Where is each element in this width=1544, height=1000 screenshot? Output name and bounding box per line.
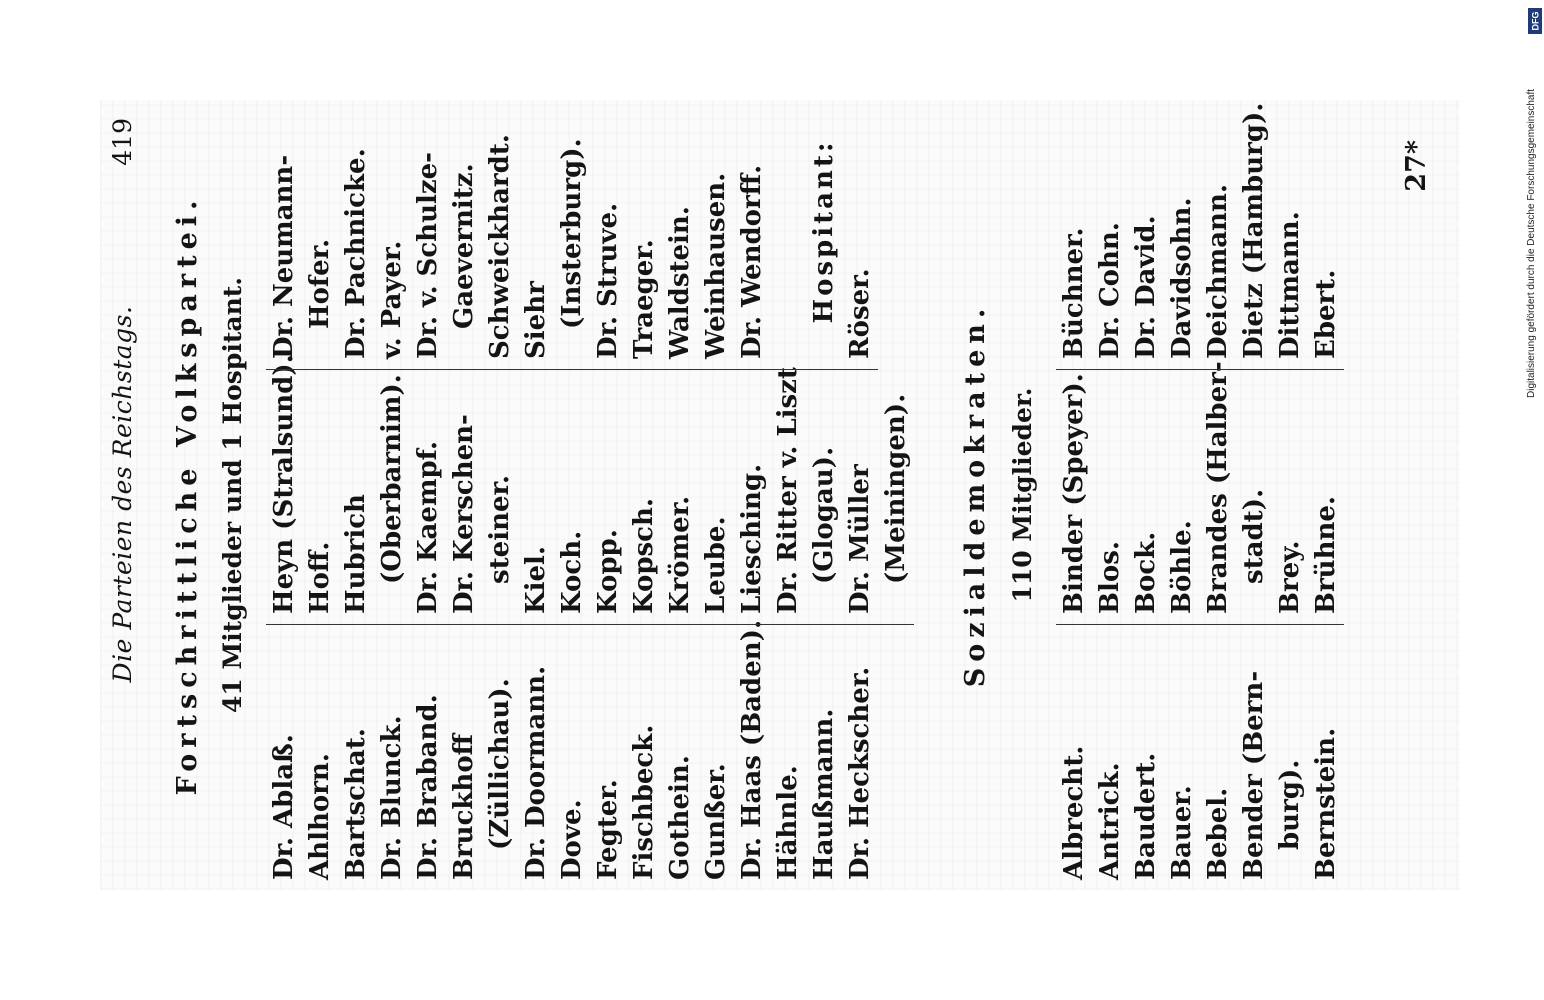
rotated-book-page — [100, 100, 1460, 890]
member-name: Leube. — [701, 516, 731, 614]
member-name: Dr. David. — [1131, 215, 1161, 359]
member-name: Brühne. — [1311, 496, 1341, 614]
page-number: 419 — [108, 118, 137, 166]
section-subtitle-members: 41 Mitglieder und 1 Hospitant. — [218, 277, 247, 714]
member-column-1 — [1056, 625, 1344, 880]
member-name: Dr. Müller — [845, 464, 875, 614]
dfg-logo-text: DFG — [1530, 11, 1540, 31]
member-name: Büchner. — [1059, 227, 1089, 359]
member-name: Böhle. — [1167, 520, 1197, 614]
member-name: Albrecht. — [1059, 745, 1089, 880]
member-name: Dr. Wendorff. — [737, 164, 767, 359]
section-title-sozialdemokraten: Sozialdemokraten. — [960, 302, 991, 688]
member-column-2 — [266, 354, 914, 625]
member-name: v. Payer. — [377, 240, 407, 359]
member-name: Gunßer. — [701, 763, 731, 880]
member-name: Dietz (Hamburg). — [1239, 102, 1269, 359]
member-name: Dr. Heckscher. — [845, 666, 875, 880]
member-name: steiner. — [485, 475, 515, 584]
member-name: Kiel. — [521, 546, 551, 614]
member-name: (Meiningen). — [881, 393, 911, 584]
member-name: Dove. — [557, 799, 587, 880]
member-name: Bender (Bern- — [1239, 670, 1269, 880]
member-name: Hofer. — [305, 239, 335, 329]
member-name: Koch. — [557, 530, 587, 614]
member-name: Bock. — [1131, 531, 1161, 614]
member-name: Heyn (Stralsund). — [269, 354, 299, 614]
dfg-watermark — [1525, 6, 1539, 398]
member-name: Dr. Doormann. — [521, 665, 551, 880]
member-name: Kopp. — [593, 529, 623, 614]
member-name: Davidsohn. — [1167, 197, 1197, 359]
signature-mark: 27* — [1401, 140, 1432, 192]
member-name: Hähnle. — [773, 765, 803, 880]
member-name: Dr. Kerschen- — [449, 414, 479, 614]
member-name: Bruckhoff — [449, 733, 479, 880]
member-name: Gothein. — [665, 755, 695, 880]
member-name: (Oberbarnim). — [377, 374, 407, 584]
member-name: Bartschat. — [341, 728, 371, 880]
member-name: Röser. — [845, 268, 875, 359]
member-name: Dr. Ritter v. Liszt — [773, 367, 803, 614]
member-column-3 — [266, 104, 878, 370]
member-name: Deichmann. — [1203, 184, 1233, 359]
member-name: Dr. Ablaß. — [269, 734, 299, 880]
member-name: Dr. Blunck. — [377, 715, 407, 880]
member-name: Baudert. — [1131, 752, 1161, 880]
member-name: Hospitant: — [809, 139, 839, 324]
member-name: Fischbeck. — [629, 724, 659, 880]
member-name: Hubrich — [341, 494, 371, 614]
member-name: Traeger. — [629, 239, 659, 359]
member-name: Dr. Haas (Baden). — [737, 619, 767, 880]
member-name: stadt). — [1239, 488, 1269, 584]
member-name: Dr. v. Schulze- — [413, 152, 443, 359]
member-name: burg). — [1275, 759, 1305, 850]
member-name: Waldstein. — [665, 206, 695, 359]
member-name: Bauer. — [1167, 785, 1197, 880]
member-name: (Glogau). — [809, 446, 839, 584]
member-name: Hoff. — [305, 541, 335, 614]
member-column-2 — [1056, 361, 1344, 625]
member-name: Ahlhorn. — [305, 753, 335, 880]
member-column-3 — [1056, 104, 1344, 370]
member-name: Blos. — [1095, 541, 1125, 614]
member-name: Dr. Struve. — [593, 202, 623, 359]
member-name: Haußmann. — [809, 708, 839, 880]
member-column-1 — [266, 619, 878, 880]
member-name: Dr. Braband. — [413, 694, 443, 880]
member-name: (Züllichau). — [485, 678, 515, 850]
member-name: Binder (Speyer). — [1059, 373, 1089, 614]
member-name: Dr. Kaempf. — [413, 441, 443, 614]
member-name: (Insterburg). — [557, 138, 587, 329]
member-name: Krömer. — [665, 495, 695, 614]
member-name: Antrick. — [1095, 762, 1125, 880]
member-name: Weinhausen. — [701, 172, 731, 359]
member-name: Liesching. — [737, 463, 767, 614]
member-name: Schweickhardt. — [485, 134, 515, 359]
member-name: Dr. Pachnicke. — [341, 148, 371, 359]
member-name: Brey. — [1275, 540, 1305, 614]
member-name: Ebert. — [1311, 269, 1341, 359]
section-title-fortschrittliche-volkspartei: Fortschrittliche Volkspartei. — [172, 194, 203, 796]
running-title: Die Parteien des Reichstags. — [108, 305, 137, 683]
section-subtitle-members: 110 Mitglieder. — [1008, 387, 1037, 603]
running-head — [108, 118, 148, 870]
member-name: Dittmann. — [1275, 211, 1305, 359]
member-name: Brandes (Halber- — [1203, 361, 1233, 614]
member-name: Dr. Neumann- — [269, 154, 299, 359]
dfg-watermark-text: Digitalisierung gefördert durch die Deutsche Forschungsgemeinschaft — [1526, 88, 1537, 398]
member-name: Fegter. — [593, 779, 623, 880]
member-name: Dr. Cohn. — [1095, 222, 1125, 359]
member-name: Bebel. — [1203, 787, 1233, 880]
member-name: Siehr — [521, 281, 551, 359]
member-name: Bernstein. — [1311, 727, 1341, 880]
member-name: Gaevernitz. — [449, 163, 479, 329]
member-name: Kopsch. — [629, 498, 659, 614]
